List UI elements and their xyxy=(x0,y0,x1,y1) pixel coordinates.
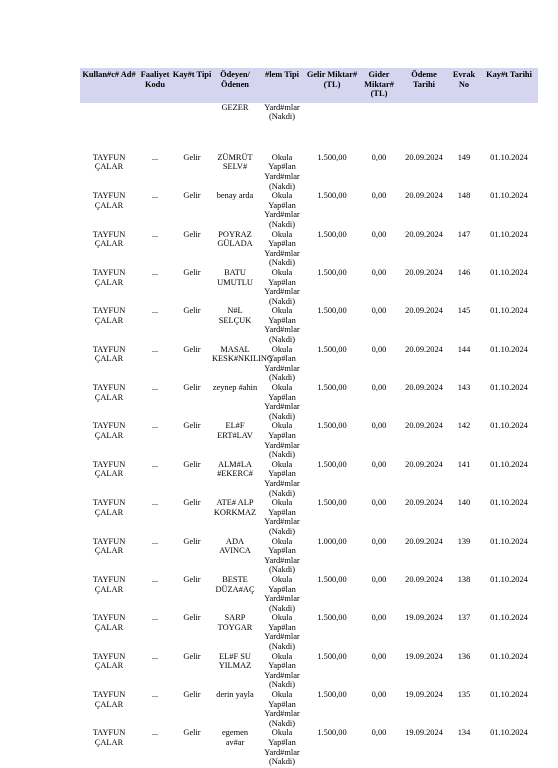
record-date-cell: 01.10.2024 xyxy=(490,498,528,508)
document-no-cell: 134 xyxy=(457,728,471,738)
record-date-cell: 01.10.2024 xyxy=(490,690,528,700)
table-row xyxy=(80,728,538,766)
expense-amount-cell: 0,00 xyxy=(371,267,387,277)
document-no-cell: 135 xyxy=(457,690,471,700)
transaction-type-cell: Okula Yap#lan Yard#mlar (Nakdi) xyxy=(264,728,300,767)
user-cell: TAYFUN ÇALAR xyxy=(92,267,126,287)
table-row xyxy=(80,191,538,229)
document-no-cell: 142 xyxy=(457,421,471,431)
user-cell: TAYFUN ÇALAR xyxy=(92,690,126,709)
income-amount-cell: 1.500,00 xyxy=(317,690,347,700)
record-type-cell: Gelir xyxy=(183,459,201,469)
user-cell: TAYFUN ÇALAR xyxy=(92,383,126,402)
table-row xyxy=(80,268,538,306)
header-activity-code: Faaliyet Kodu xyxy=(138,68,172,103)
header-record-type: Kay#t Tipi xyxy=(172,68,212,103)
activity-code-cell: ... xyxy=(151,459,159,469)
document-no-cell: 143 xyxy=(457,383,471,393)
transaction-type-cell: Okula Yap#lan Yard#mlar (Nakdi) xyxy=(264,536,300,575)
record-date-cell: 01.10.2024 xyxy=(490,613,528,623)
activity-code-cell: ... xyxy=(151,344,159,354)
header-document-no: Evrak No xyxy=(448,68,480,103)
payment-date-cell: 20.09.2024 xyxy=(405,267,443,277)
record-date-cell: 01.10.2024 xyxy=(490,728,528,738)
transaction-type-cell: Okula Yap#lan Yard#mlar (Nakdi) xyxy=(264,229,300,268)
user-cell: TAYFUN ÇALAR xyxy=(92,152,126,172)
activity-code-cell: ... xyxy=(151,536,159,546)
user-cell: TAYFUN ÇALAR xyxy=(92,498,126,517)
document-no-cell: 138 xyxy=(457,574,471,584)
income-amount-cell: 1.500,00 xyxy=(317,728,347,738)
expense-amount-cell: 0,00 xyxy=(371,229,387,239)
user-cell: TAYFUN ÇALAR xyxy=(92,229,126,249)
table-row xyxy=(80,421,538,459)
transaction-type-cell: Okula Yap#lan Yard#mlar (Nakdi) xyxy=(264,690,300,728)
transaction-type-cell: Okula Yap#lan Yard#mlar (Nakdi) xyxy=(264,267,300,306)
income-amount-cell: 1.500,00 xyxy=(317,383,347,393)
payment-date-cell: 20.09.2024 xyxy=(405,498,443,508)
table-row xyxy=(80,153,538,191)
expense-amount-cell: 0,00 xyxy=(371,306,387,316)
expense-amount-cell: 0,00 xyxy=(371,191,387,201)
transaction-type-cell: Yard#mlar (Nakdi) xyxy=(264,102,300,122)
payer-cell: SARP TOYGAR xyxy=(217,613,253,632)
table-body xyxy=(80,103,538,767)
income-amount-cell: 1.000,00 xyxy=(317,536,347,546)
expense-amount-cell: 0,00 xyxy=(371,651,387,661)
payment-date-cell: 19.09.2024 xyxy=(405,690,443,700)
income-amount-cell: 1.500,00 xyxy=(317,574,347,584)
activity-code-cell: ... xyxy=(151,728,159,738)
payer-cell: EL#F ERT#LAV xyxy=(217,421,253,440)
activity-code-cell: ... xyxy=(151,421,159,431)
document-no-cell: 149 xyxy=(457,152,471,162)
header-payment-date: Ödeme Tarihi xyxy=(400,68,448,103)
user-cell: TAYFUN ÇALAR xyxy=(92,191,126,210)
expense-amount-cell: 0,00 xyxy=(371,152,387,162)
document-no-cell: 146 xyxy=(457,267,471,277)
expense-amount-cell: 0,00 xyxy=(371,690,387,700)
activity-code-cell: ... xyxy=(151,690,159,700)
record-type-cell: Gelir xyxy=(183,651,201,661)
income-amount-cell: 1.500,00 xyxy=(317,344,347,354)
table-row xyxy=(80,460,538,498)
transaction-type-cell: Okula Yap#lan Yard#mlar (Nakdi) xyxy=(264,651,300,690)
payer-cell: BATU UMUTLU xyxy=(217,267,253,287)
user-cell: TAYFUN ÇALAR xyxy=(92,344,126,364)
header-income-amount: Gelir Miktar# (TL) xyxy=(306,68,358,103)
payment-date-cell: 20.09.2024 xyxy=(405,344,443,354)
user-cell: TAYFUN ÇALAR xyxy=(92,613,126,632)
user-cell: TAYFUN ÇALAR xyxy=(92,459,126,479)
payer-cell: N#L SELÇUK xyxy=(218,306,252,325)
payer-cell: ZÜMRÜT SELV# xyxy=(217,152,253,172)
user-cell: TAYFUN ÇALAR xyxy=(92,421,126,440)
payer-cell: ATE# ALP KORKMAZ xyxy=(213,498,257,517)
document-no-cell: 137 xyxy=(457,613,471,623)
payer-cell: egemen av#ar xyxy=(221,728,249,747)
user-cell: TAYFUN ÇALAR xyxy=(92,651,126,671)
activity-code-cell: ... xyxy=(151,383,159,393)
income-amount-cell: 1.500,00 xyxy=(317,651,347,661)
payer-cell: benay arda xyxy=(216,191,254,201)
table-row xyxy=(80,498,538,536)
record-type-cell: Gelir xyxy=(183,728,201,738)
table-row xyxy=(80,690,538,728)
transaction-type-cell: Okula Yap#lan Yard#mlar (Nakdi) xyxy=(264,498,300,536)
table-row xyxy=(80,230,538,268)
record-type-cell: Gelir xyxy=(183,690,201,700)
header-expense-amount: Gider Miktar# (TL) xyxy=(358,68,400,103)
record-date-cell: 01.10.2024 xyxy=(490,152,528,162)
record-type-cell: Gelir xyxy=(183,306,201,316)
record-date-cell: 01.10.2024 xyxy=(490,267,528,277)
record-type-cell: Gelir xyxy=(183,536,201,546)
record-date-cell: 01.10.2024 xyxy=(490,229,528,239)
record-type-cell: Gelir xyxy=(183,421,201,431)
transaction-type-cell: Okula Yap#lan Yard#mlar (Nakdi) xyxy=(264,344,300,383)
transaction-type-cell: Okula Yap#lan Yard#mlar (Nakdi) xyxy=(264,613,300,652)
activity-code-cell: ... xyxy=(151,498,159,508)
payer-cell: EL#F SU YILMAZ xyxy=(218,651,252,671)
payment-date-cell: 20.09.2024 xyxy=(405,574,443,584)
expense-amount-cell: 0,00 xyxy=(371,728,387,738)
record-date-cell: 01.10.2024 xyxy=(490,383,528,393)
income-amount-cell: 1.500,00 xyxy=(317,498,347,508)
income-amount-cell: 1.500,00 xyxy=(317,191,347,201)
table-row xyxy=(80,345,538,383)
transaction-type-cell: Okula Yap#lan Yard#mlar (Nakdi) xyxy=(264,383,300,421)
payer-cell: ADA AVINCA xyxy=(219,536,251,556)
income-amount-cell: 1.500,00 xyxy=(317,421,347,431)
payment-date-cell: 19.09.2024 xyxy=(405,728,443,738)
payment-date-cell: 20.09.2024 xyxy=(405,191,443,201)
payer-cell: derin yayla xyxy=(216,690,254,700)
activity-code-cell: ... xyxy=(151,191,159,201)
expense-amount-cell: 0,00 xyxy=(371,344,387,354)
document-no-cell: 147 xyxy=(457,229,471,239)
record-type-cell: Gelir xyxy=(183,229,201,239)
record-date-cell: 01.10.2024 xyxy=(490,651,528,661)
income-amount-cell: 1.500,00 xyxy=(317,459,347,469)
user-cell: TAYFUN ÇALAR xyxy=(92,728,126,747)
table-row-continued xyxy=(80,103,538,153)
document-no-cell: 139 xyxy=(457,536,471,546)
record-type-cell: Gelir xyxy=(183,574,201,584)
expense-amount-cell: 0,00 xyxy=(371,421,387,431)
document-no-cell: 144 xyxy=(457,344,471,354)
payment-date-cell: 20.09.2024 xyxy=(405,306,443,316)
payer-cell: BESTE DÜZA#AÇ xyxy=(215,574,255,594)
header-payer: Ödeyen/Ödenen xyxy=(212,68,258,103)
income-amount-cell: 1.500,00 xyxy=(317,152,347,162)
income-amount-cell: 1.500,00 xyxy=(317,613,347,623)
record-date-cell: 01.10.2024 xyxy=(490,459,528,469)
document-no-cell: 145 xyxy=(457,306,471,316)
user-cell: TAYFUN ÇALAR xyxy=(92,306,126,325)
table-header xyxy=(80,68,538,103)
payer-cell: zeynep #ahin xyxy=(212,383,258,393)
user-cell: TAYFUN ÇALAR xyxy=(92,574,126,594)
transaction-type-cell: Okula Yap#lan Yard#mlar (Nakdi) xyxy=(264,306,300,345)
payment-date-cell: 20.09.2024 xyxy=(405,536,443,546)
payer-cell: GEZER xyxy=(221,102,249,112)
expense-amount-cell: 0,00 xyxy=(371,498,387,508)
table-row xyxy=(80,537,538,575)
transaction-type-cell: Okula Yap#lan Yard#mlar (Nakdi) xyxy=(264,152,300,191)
payer-cell: MASAL KESK#NKILINÇ xyxy=(212,344,273,364)
expense-amount-cell: 0,00 xyxy=(371,383,387,393)
payment-date-cell: 20.09.2024 xyxy=(405,383,443,393)
record-type-cell: Gelir xyxy=(183,498,201,508)
record-date-cell: 01.10.2024 xyxy=(490,536,528,546)
record-type-cell: Gelir xyxy=(183,191,201,201)
payment-date-cell: 20.09.2024 xyxy=(405,152,443,162)
transaction-type-cell: Okula Yap#lan Yard#mlar (Nakdi) xyxy=(264,421,300,460)
header-row xyxy=(80,68,538,103)
record-type-cell: Gelir xyxy=(183,344,201,354)
table-row xyxy=(80,306,538,344)
activity-code-cell: ... xyxy=(151,613,159,623)
record-type-cell: Gelir xyxy=(183,267,201,277)
record-date-cell: 01.10.2024 xyxy=(490,344,528,354)
document-no-cell: 136 xyxy=(457,651,471,661)
table-row xyxy=(80,575,538,613)
expense-amount-cell: 0,00 xyxy=(371,459,387,469)
payer-cell: POYRAZ GÜLADA xyxy=(217,229,253,249)
record-type-cell: Gelir xyxy=(183,613,201,623)
table-row xyxy=(80,652,538,690)
record-date-cell: 01.10.2024 xyxy=(490,306,528,316)
transaction-type-cell: Okula Yap#lan Yard#mlar (Nakdi) xyxy=(264,459,300,498)
header-user: Kullan#c# Ad# xyxy=(80,68,138,103)
activity-code-cell: ... xyxy=(151,229,159,239)
expense-amount-cell: 0,00 xyxy=(371,574,387,584)
record-type-cell: Gelir xyxy=(183,152,201,162)
payment-date-cell: 20.09.2024 xyxy=(405,421,443,431)
payment-date-cell: 20.09.2024 xyxy=(405,459,443,469)
header-transaction-type: #lem Tipi xyxy=(258,68,306,103)
header-record-date: Kay#t Tarihi xyxy=(480,68,538,103)
payment-date-cell: 19.09.2024 xyxy=(405,651,443,661)
income-amount-cell: 1.500,00 xyxy=(317,306,347,316)
expense-amount-cell: 0,00 xyxy=(371,536,387,546)
payment-date-cell: 19.09.2024 xyxy=(405,613,443,623)
record-date-cell: 01.10.2024 xyxy=(490,421,528,431)
document-no-cell: 148 xyxy=(457,191,471,201)
table-row xyxy=(80,613,538,651)
activity-code-cell: ... xyxy=(151,574,159,584)
payer-cell: ALM#LA #EKERC# xyxy=(217,459,253,479)
record-date-cell: 01.10.2024 xyxy=(490,574,528,584)
document-no-cell: 140 xyxy=(457,498,471,508)
record-date-cell: 01.10.2024 xyxy=(490,191,528,201)
activity-code-cell: ... xyxy=(151,267,159,277)
record-type-cell: Gelir xyxy=(183,383,201,393)
transactions-table xyxy=(80,68,538,767)
activity-code-cell: ... xyxy=(151,651,159,661)
income-amount-cell: 1.500,00 xyxy=(317,229,347,239)
document-no-cell: 141 xyxy=(457,459,471,469)
activity-code-cell: ... xyxy=(151,152,159,162)
transaction-type-cell: Okula Yap#lan Yard#mlar (Nakdi) xyxy=(264,191,300,229)
transaction-type-cell: Okula Yap#lan Yard#mlar (Nakdi) xyxy=(264,574,300,613)
table-row xyxy=(80,383,538,421)
expense-amount-cell: 0,00 xyxy=(371,613,387,623)
income-amount-cell: 1.500,00 xyxy=(317,267,347,277)
payment-date-cell: 20.09.2024 xyxy=(405,229,443,239)
user-cell: TAYFUN ÇALAR xyxy=(92,536,126,556)
activity-code-cell: ... xyxy=(151,306,159,316)
